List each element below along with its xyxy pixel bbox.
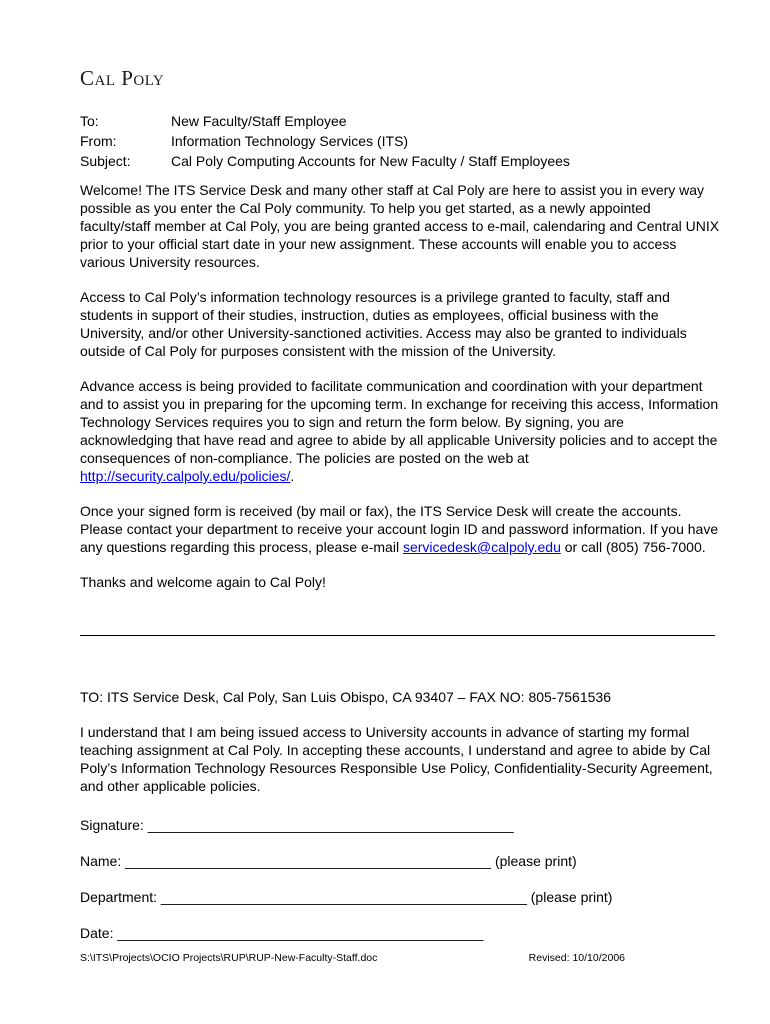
memo-from-value: Information Technology Services (ITS) — [171, 133, 409, 149]
name-field[interactable]: Name: _______________________________________________ (please print) — [80, 853, 577, 869]
signed-form-paragraph — [80, 502, 720, 556]
document-footer — [80, 951, 625, 965]
access-privilege-paragraph: Access to Cal Poly’s information technology resources is a privilege granted to faculty, staff and students in support of their studies, instruction, duties as employees, official business with the University, and/or other University-sanctioned activities. Access may also be granted to individuals outside of Cal Poly for purposes consistent with the mission of the University. — [80, 289, 687, 359]
letter-body — [80, 181, 720, 608]
welcome-paragraph: Welcome! The ITS Service Desk and many other staff at Cal Poly are here to assist you in every way possible as you enter the Cal Poly community. To help you get started, as a newly appointed faculty/staff member at Cal Poly, you are being granted access to e-mail, calendaring and Central UNIX prior to your official start date in your new assignment. These accounts will enable you to access various University resources. — [80, 182, 720, 270]
signed-form-text: Once your signed form is received (by mail or fax), the ITS Service Desk will create the accounts. Please contact your department to receive your account login ID and password information. If you have any questions regarding this process, please e-mail — [80, 503, 719, 555]
memo-to-value: New Faculty/Staff Employee — [171, 113, 347, 129]
policies-link[interactable]: http://security.calpoly.edu/policies/ — [80, 468, 291, 484]
file-path: S:\ITS\Projects\OCIO Projects\RUP\RUP-New-Faculty-Staff.doc — [80, 952, 378, 964]
servicedesk-email-link[interactable]: servicedesk@calpoly.edu — [402, 539, 561, 555]
signed-form-end: or call (805) 756-7000. — [560, 539, 706, 555]
advance-access-paragraph — [80, 377, 720, 485]
advance-access-end: . — [290, 468, 295, 484]
signature-field[interactable]: Signature: _______________________________________________ — [80, 817, 514, 833]
memo-from-row — [80, 131, 570, 151]
memo-subject-label: Subject: — [80, 153, 131, 169]
form-statement: I understand that I am being issued access to University accounts in advance of starting my formal teaching assignment at Cal Poly. In accepting these accounts, I understand and agree to abide by Cal Poly’s Information Technology Resources Responsible Use Policy, Confidentiality-Security Agreement, and other applicable policies. — [80, 724, 713, 794]
advance-access-text: Advance access is being provided to facilitate communication and coordination with your department and to assist you in preparing for the upcoming term. In exchange for receiving this access, Information Technology Services requires you to sign and return the form below. By signing, you are acknowledging that have read and agree to abide by all applicable University policies and to accept the consequences of non-compliance. The policies are posted on the web at — [80, 378, 719, 466]
section-divider — [80, 635, 715, 636]
memo-subject-value: Cal Poly Computing Accounts for New Faculty / Staff Employees — [171, 153, 570, 169]
date-field[interactable]: Date: _______________________________________________ — [80, 925, 484, 941]
memo-from-label: From: — [80, 133, 117, 149]
memo-header — [80, 111, 570, 171]
form-to-line: TO: ITS Service Desk, Cal Poly, San Luis Obispo, CA 93407 – FAX NO: 805-7561536 — [80, 689, 611, 705]
revised-date: Revised: 10/10/2006 — [528, 952, 625, 964]
memo-subject-row — [80, 151, 570, 171]
department-field[interactable]: Department: _______________________________________________ (please print) — [80, 889, 613, 905]
memo-to-row — [80, 111, 570, 131]
cal-poly-logo: Cal Poly — [80, 66, 165, 90]
thanks-paragraph: Thanks and welcome again to Cal Poly! — [80, 574, 326, 590]
form-fields — [80, 816, 612, 960]
return-form — [80, 688, 720, 795]
memo-to-label: To: — [80, 113, 99, 129]
